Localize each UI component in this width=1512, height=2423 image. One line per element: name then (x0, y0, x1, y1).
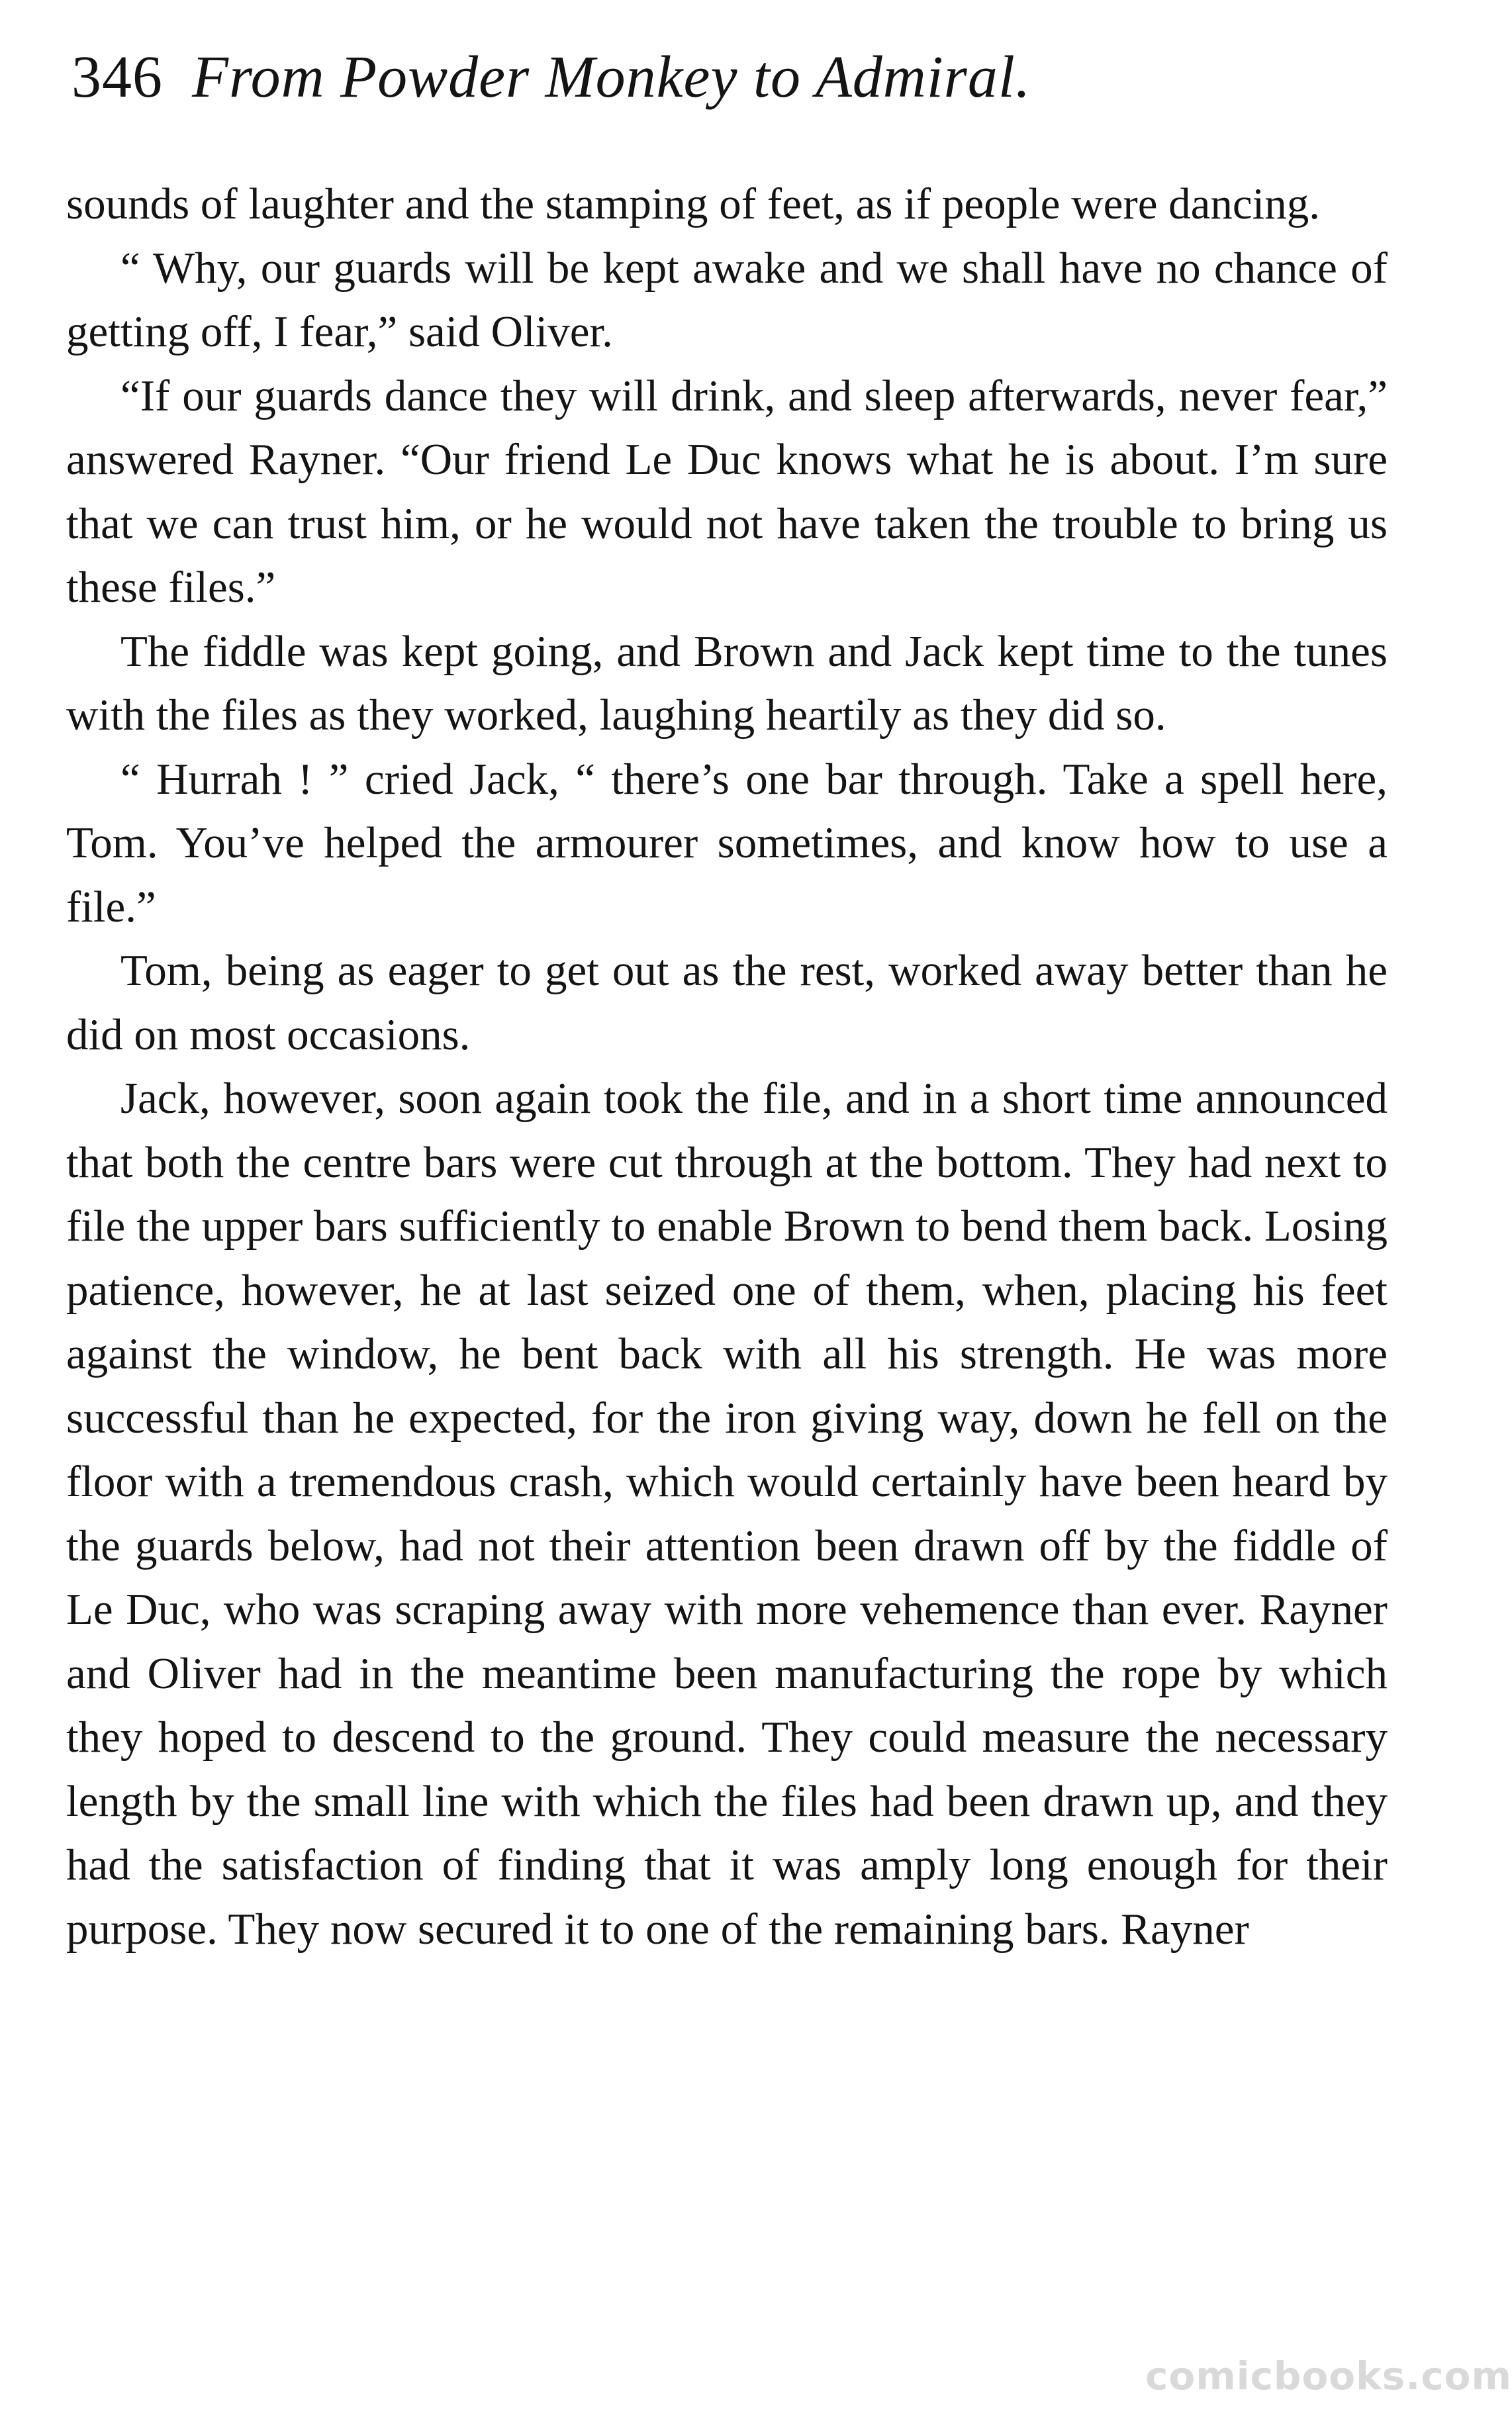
paragraph-continued: sounds of laughter and the stamping of feet, as if people were dancing. (66, 179, 1321, 228)
paragraph: The fiddle was kept going, and Brown and Jack kept time to the tunes with the files as they worked, laughing heartily as they did so. (66, 626, 1388, 739)
paragraph: “ Why, our guards will be kept awake and we shall have no chance of getting off, I fear,” said Oliver. (66, 243, 1388, 356)
page-number: 346 (71, 44, 163, 110)
page-header (71, 34, 1395, 120)
body-text (66, 172, 1388, 1961)
paragraph: “If our guards dance they will drink, and sleep afterwards, never fear,” answered Rayner. “Our friend Le Duc knows what he is about. I’m sure that we can trust him, or he would not have taken the trouble to bring us these files.” (66, 371, 1388, 612)
paragraph: “ Hurrah ! ” cried Jack, “ there’s one bar through. Take a spell here, Tom. You’ve helped the armourer sometimes, and know how to use a file.” (66, 754, 1388, 931)
watermark: comicbooks.com (1145, 2353, 1512, 2399)
running-title: From Powder Monkey to Admiral. (192, 44, 1031, 110)
paragraph: Jack, however, soon again took the file, and in a short time announced that both the centre bars were cut through at the bottom. They had next to file the upper bars sufficiently to enable Brown to bend them back. Losing patience, however, he at last seized one of them, when, placing his feet against the window, he bent back with all his strength. He was more successful than he expected, for the iron giving way, down he fell on the floor with a tremendous crash, which would certainly have been heard by the guards below, had not their attention been drawn off by the fiddle of Le Duc, who was scraping away with more vehemence than ever. Rayner and Oliver had in the meantime been manufacturing the rope by which they hoped to descend to the ground. They could measure the necessary length by the small line with which the files had been drawn up, and they had the satisfaction of finding that it was amply long enough for their purpose. They now secured it to one of the remaining bars. Rayner (66, 1074, 1388, 1954)
paragraph: Tom, being as eager to get out as the rest, worked away better than he did on most occasions. (66, 946, 1388, 1059)
